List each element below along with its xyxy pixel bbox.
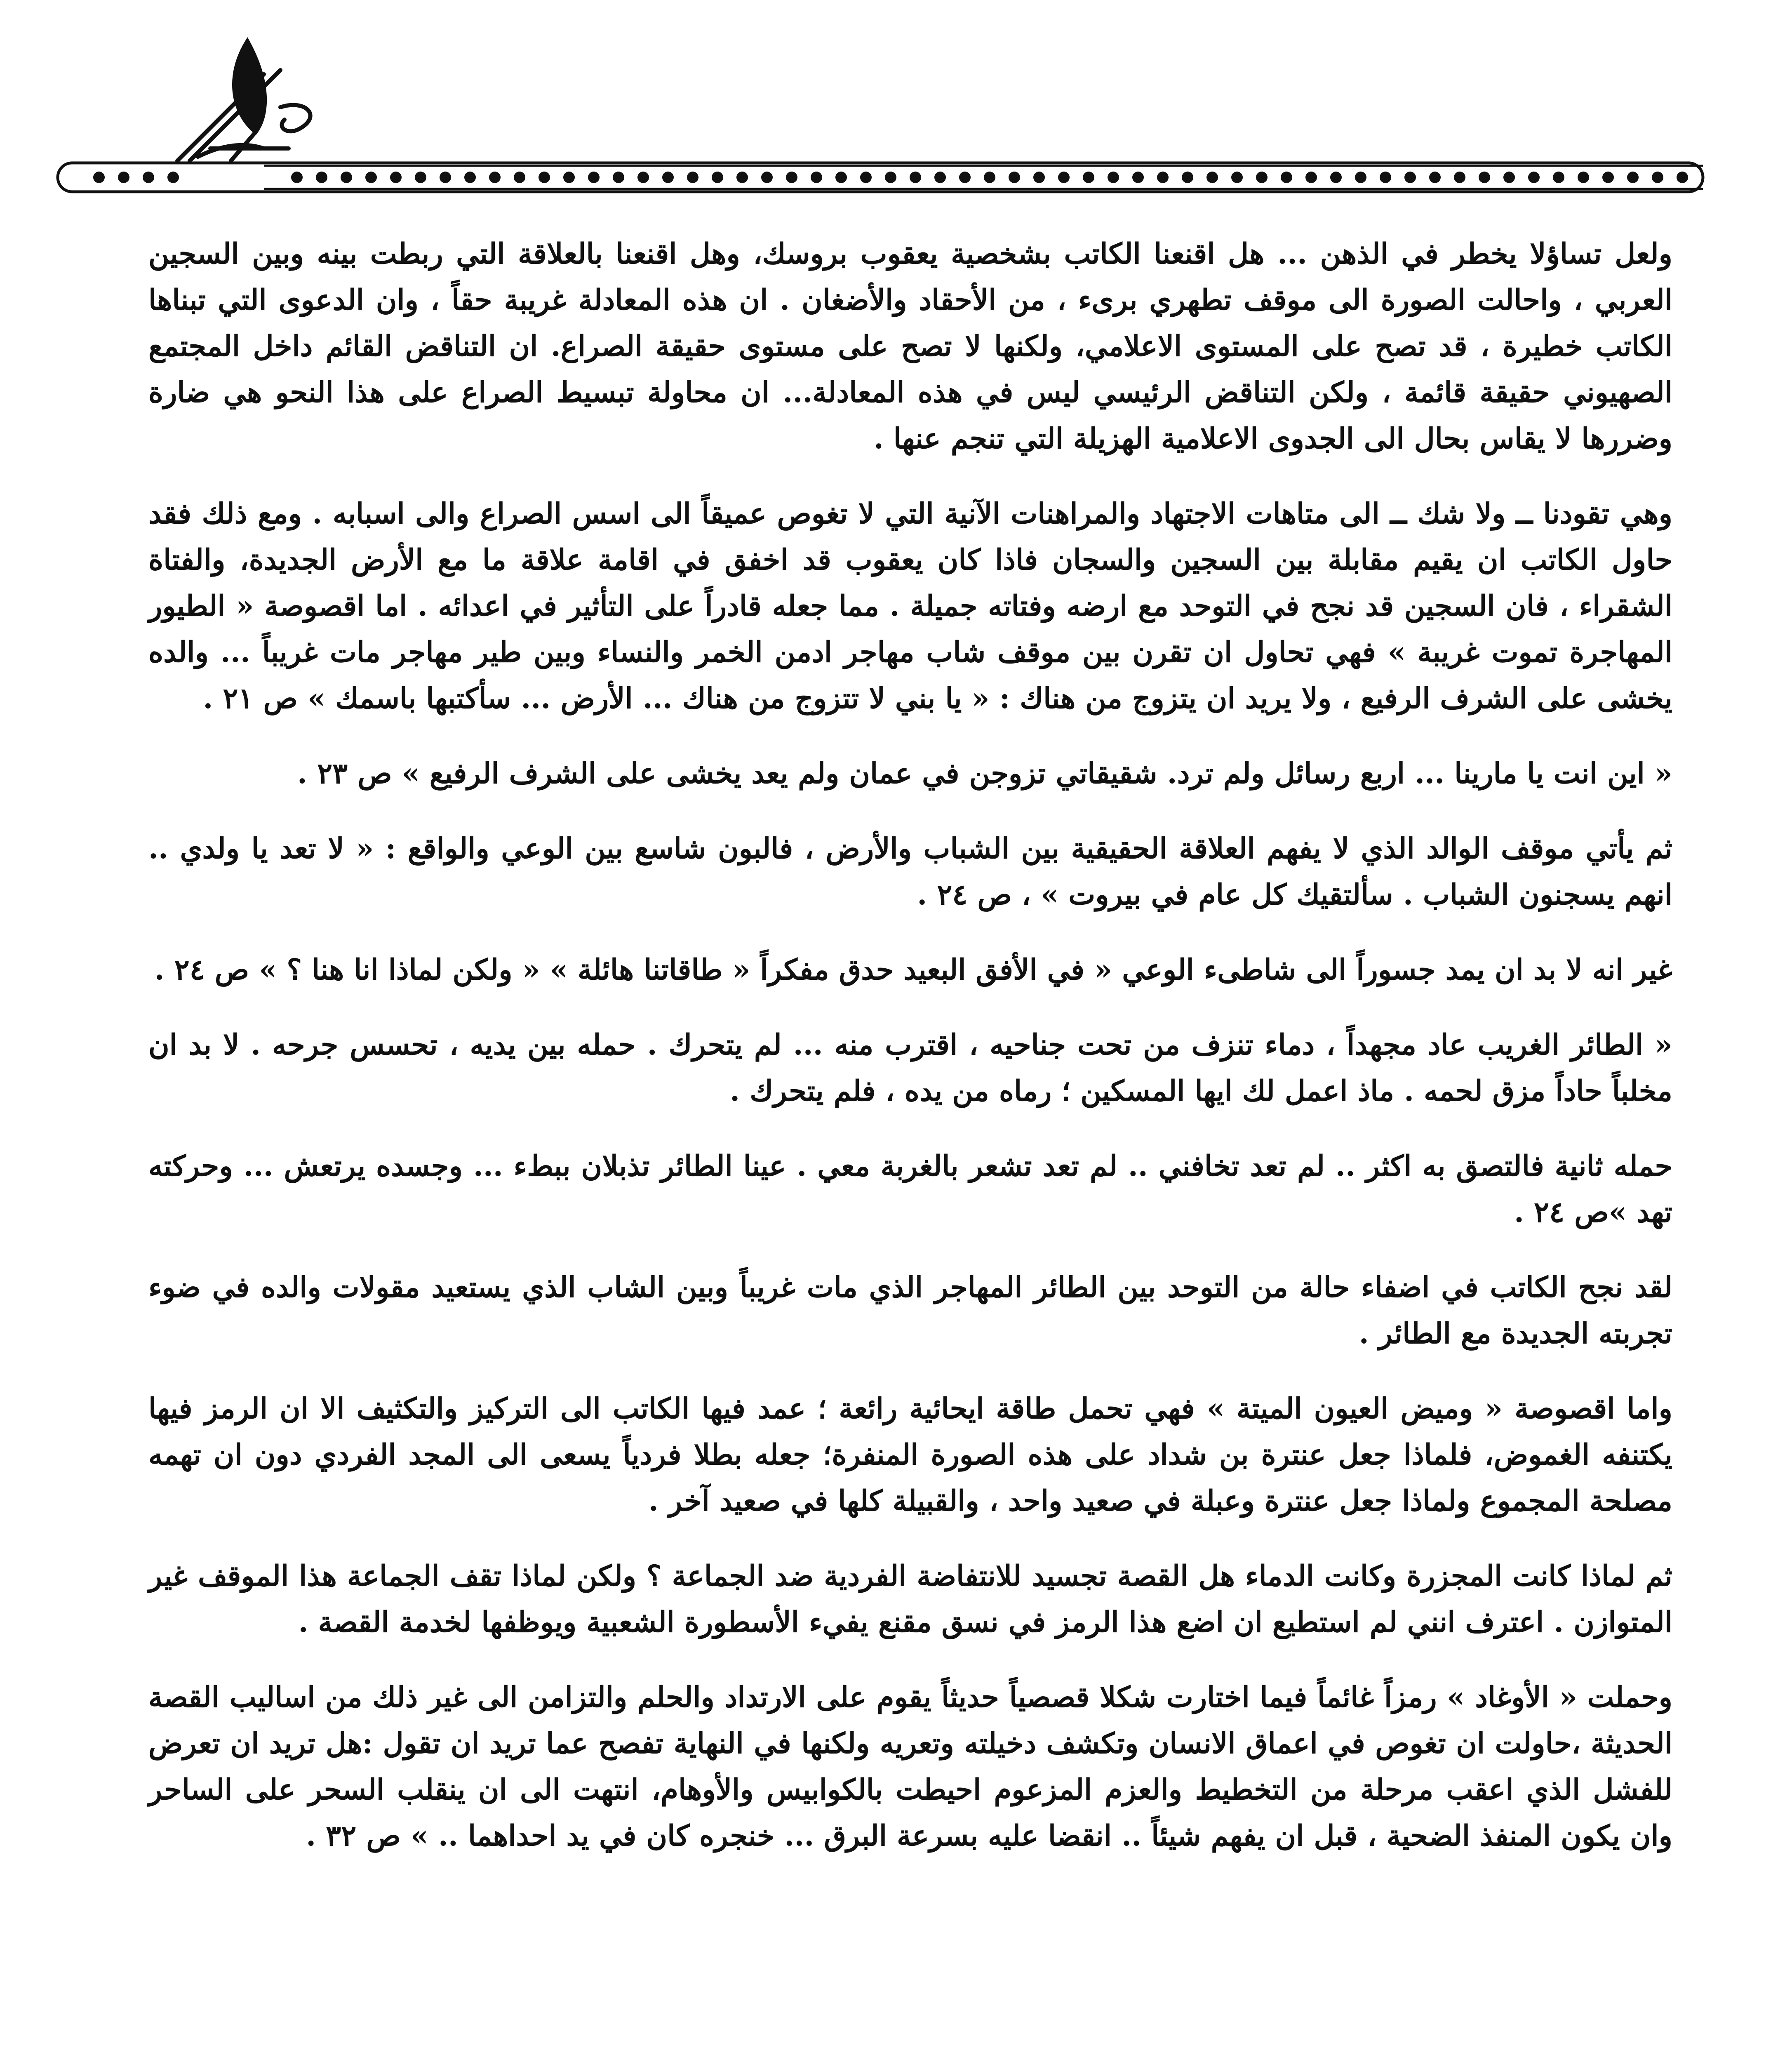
paragraph: واما اقصوصة « وميض العيون الميتة » فهي تحمل طاقة ايحائية رائعة ؛ عمد فيها الكاتب الى التركيز والتكثيف الا ان الرمز فيها يكتنفه الغموض، فلماذا جعل عنترة بن شداد على هذه الصورة المنفرة؛ جعله بطلا فردياً يسعى الى المجد الفردي دون ان تهمه مصلحة المجموع ولماذا جعل عنترة وعبلة في صعيد واحد ، والقبيلة كلها في صعيد آخر . xyxy=(148,1392,1672,1518)
quill-pen-icon xyxy=(177,41,310,161)
paragraph: حمله ثانية فالتصق به اكثر .. لم تعد تخافني .. لم تعد تشعر بالغربة معي . عينا الطائر تذبلان ببطء ... وجسده يرتعش ... وحركته تهد »ص ٢٤ . xyxy=(148,1149,1672,1229)
paragraph: ثم لماذا كانت المجزرة وكانت الدماء هل القصة تجسيد للانتفاضة الفردية ضد الجماعة ؟ ولكن لماذا تقف الجماعة هذا الموقف غير المتوازن . اعترف انني لم استطيع ان اضع هذا الرمز في نسق مقنع يفيء الأسطورة الشعبية ويوظفها لخدمة القصة . xyxy=(148,1559,1673,1639)
ornamental-header xyxy=(33,25,1707,219)
paragraph: وهي تقودنا ــ ولا شك ــ الى متاهات الاجتهاد والمراهنات الآنية التي لا تغوص عميقاً الى اسس الصراع والى اسبابه . ومع ذلك فقد حاول الكاتب ان يقيم مقابلة بين السجين والسجان فاذا كان يعقوب قد اخفق في اقامة علاقة ما مع الأرض الجديدة، والفتاة الشقراء ، فان السجين قد نجح في التوحد مع ارضه وفتاته جميلة . مما جعله قادراً على التأثير في اعدائه . اما اقصوصة « الطيور المهاجرة تموت غريبة » فهي تحاول ان تقرن بين موقف شاب مهاجر ادمن الخمر والنساء وبين طير مهاجر مات غريباً ... والده يخشى على الشرف الرفيع ، ولا يريد ان يتزوج من هناك : « يا بني لا تتزوج من هناك ... الأرض ... سأكتبها باسمك » ص ٢١ . xyxy=(148,497,1672,715)
paragraph: لقد نجح الكاتب في اضفاء حالة من التوحد بين الطائر المهاجر الذي مات غريباً وبين الشاب الذي يستعيد مقولات والده في ضوء تجربته الجديدة مع الطائر . xyxy=(148,1271,1672,1350)
article-body xyxy=(148,231,1672,1888)
paragraph: « الطائر الغريب عاد مجهداً ، دماء تنزف من تحت جناحيه ، اقترب منه ... لم يتحرك . حمله بين يديه ، تحسس جرحه . لا بد ان مخلباً حاداً مزق لحمه . ماذ اعمل لك ايها المسكين ؛ رماه من يده ، فلم يتحرك . xyxy=(148,1028,1672,1108)
paragraph: وحملت « الأوغاد » رمزاً غائماً فيما اختارت شكلا قصصياً حديثاً يقوم على الارتداد والحلم والتزامن الى غير ذلك من اساليب القصة الحديثة ،حاولت ان تغوص في اعماق الانسان وتكشف دخيلته وتعريه ولكنها في النهاية تفصح عما تريد ان تقول :هل تريد ان تعرض للفشل الذي اعقب مرحلة من التخطيط والعزم المزعوم احيطت بالكوابيس والأوهام، انتهت الى ان ينقلب السحر على الساحر وان يكون المنفذ الضحية ، قبل ان يفهم شيئاً .. انقضا عليه بسرعة البرق ... خنجره كان في يد احداهما .. » ص ٣٢ . xyxy=(148,1681,1672,1853)
paragraph: « اين انت يا مارينا ... اربع رسائل ولم ترد. شقيقاتي تزوجن في عمان ولم يعد يخشى على الشرف الرفيع » ص ٢٣ . xyxy=(297,757,1672,790)
paragraph: ولعل تساؤلا يخطر في الذهن ... هل اقنعنا الكاتب بشخصية يعقوب بروسك، وهل اقنعنا بالعلاقة التي ربطت بينه وبين السجين العربي ، واحالت الصورة الى موقف تطهري برىء ، من الأحقاد والأضغان . ان هذه المعادلة غريبة حقاً ، وان الدعوى التي تبناها الكاتب خطيرة ، قد تصح على المستوى الاعلامي، ولكنها لا تصح على مستوى حقيقة الصراع. ان التناقض القائم داخل المجتمع الصهيوني حقيقة قائمة ، ولكن التناقض الرئيسي ليس في هذه المعادلة... ان محاولة تبسيط الصراع على هذا النحو هي ضارة وضررها لا يقاس بحال الى الجدوى الاعلامية الهزيلة التي تنجم عنها . xyxy=(148,237,1672,455)
paragraph: غير انه لا بد ان يمد جسوراً الى شاطىء الوعي « في الأفق البعيد حدق مفكراً « طاقاتنا هائلة » « ولكن لماذا انا هنا ؟ » ص ٢٤ . xyxy=(154,953,1672,986)
paragraph: ثم يأتي موقف الوالد الذي لا يفهم العلاقة الحقيقية بين الشباب والأرض ، فالبون شاسع بين الوعي والواقع : « لا تعد يا ولدي .. انهم يسجنون الشباب . سألتقيك كل عام في بيروت » ، ص ٢٤ . xyxy=(148,832,1672,911)
